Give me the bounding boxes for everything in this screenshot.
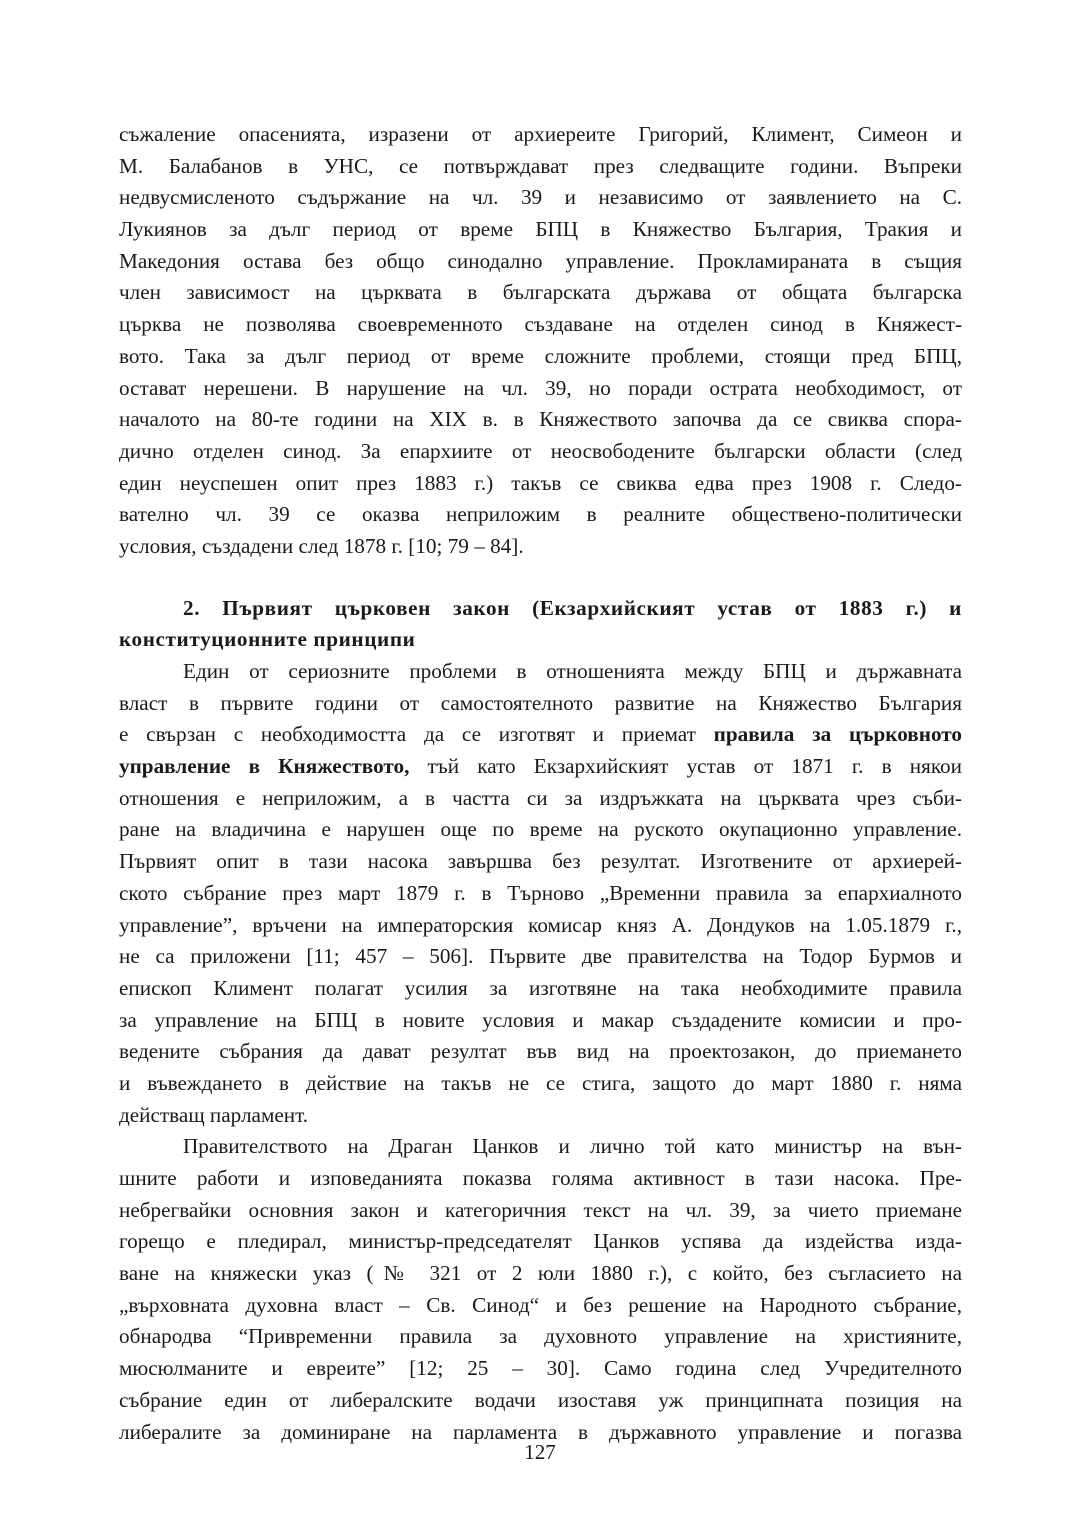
text-line: Първият опит в тази насока завършва без резултат. Изготвените от архиерей- — [119, 849, 962, 874]
text-line: началото на 80-те години на XIX в. в Княжеството започва да се свиква спора- — [119, 407, 962, 432]
paragraph-3 — [119, 1131, 962, 1448]
text-line: Правителството на Драган Цанков и лично той като министър на вън- — [183, 1134, 962, 1159]
text-line: Македония остава без общо синодално управление. Прокламираната в същия — [119, 248, 962, 273]
text-line: обнародва “Привременни правила за духовното управление на християните, — [119, 1324, 962, 1349]
section-heading — [119, 593, 962, 656]
text-line: ското събрание през март 1879 г. в Търново „Временни правила за епархиалното — [119, 880, 962, 905]
text-line: ведените събрания да дават резултат във вид на проектозакон, до приемането — [119, 1039, 962, 1064]
text-line: за управление на БПЦ в новите условия и макар създадените комисии и про- — [119, 1007, 962, 1032]
text-line: ване на княжески указ (№ 321 от 2 юли 1880 г.), с който, без съгласието на — [119, 1261, 962, 1286]
text-line: горещо е пледирал, министър-председателят Цанков успява да издейства изда- — [119, 1229, 962, 1254]
bold-phrase: управление в Княжеството, — [119, 754, 410, 779]
text-line: недвусмисленото съдържание на чл. 39 и независимо от заявлението на С. — [119, 185, 962, 210]
text-line — [119, 751, 962, 783]
text-line: вото. Така за дълг период от време сложните проблеми, стоящи пред БПЦ, — [119, 343, 962, 368]
text-line: отношения е неприложим, а в частта си за издръжката на църквата чрез съби- — [119, 785, 962, 810]
text-segment: е свързан с необходимостта да се изготвят и приемат — [119, 722, 714, 747]
text-line: действащ парламент. — [119, 1102, 309, 1127]
text-line: член зависимост на църквата в българската държава от общата българска — [119, 280, 962, 305]
text-line: събрание един от либералските водачи изоставя уж принципната позиция на — [119, 1387, 962, 1412]
text-line: и въвеждането в действие на такъв не се стига, защото до март 1880 г. няма — [119, 1070, 962, 1095]
text-segment: тъй като Екзархийският устав от 1871 г. в някои — [409, 754, 962, 779]
text-line: дично отделен синод. За епархиите от неосвободените български области (след — [119, 438, 962, 463]
text-line: ране на владичина е нарушен още по време на руското окупационно управление. — [119, 817, 962, 842]
bold-phrase: правила за църковното — [713, 722, 962, 747]
body-text — [119, 119, 962, 1448]
heading-line: 2. Първият църковен закон (Екзархийският устав от 1883 г.) и — [183, 595, 962, 620]
paragraph-2 — [119, 656, 962, 1131]
text-line: власт в първите години от самостоятелното развитие на Княжество България — [119, 690, 962, 715]
text-line: шните работи и изповеданията показва голяма активност в тази насока. Пре- — [119, 1166, 962, 1190]
text-line: мюсюлманите и евреите” [12; 25 – 30]. Само година след Учредителното — [119, 1356, 962, 1381]
text-line: Един от сериозните проблеми в отношенията между БПЦ и държавната — [183, 659, 962, 683]
text-line: съжаление опасенията, изразени от архиереите Григорий, Климент, Симеон и — [119, 122, 962, 146]
text-line: Лукиянов за дълг период от време БПЦ в Княжество България, Тракия и — [119, 217, 962, 242]
text-line: небрегвайки основния закон и категоричния текст на чл. 39, за чието приемане — [119, 1197, 962, 1222]
text-line: църква не позволява своевременното създаване на отделен синод в Княжест- — [119, 312, 962, 337]
text-line: вателно чл. 39 се оказва неприложим в реалните обществено-политически — [119, 502, 962, 527]
page-number: 127 — [524, 1440, 556, 1464]
text-line: либералите за доминиране на парламента в държавното управление и погазва — [119, 1419, 962, 1444]
text-line — [119, 719, 962, 751]
text-line: остават нерешени. В нарушение на чл. 39, но поради острата необходимост, от — [119, 375, 962, 400]
paragraph-1 — [119, 119, 962, 563]
text-line: един неуспешен опит през 1883 г.) такъв се свиква едва през 1908 г. Следо- — [119, 470, 962, 495]
text-line: управление”, връчени на императорския комисар княз А. Дондуков на 1.05.1879 г., — [119, 912, 962, 937]
text-line: не са приложени [11; 457 – 506]. Първите две правителства на Тодор Бурмов и — [119, 944, 962, 969]
text-line: епископ Климент полагат усилия за изготвяне на така необходимите правила — [119, 975, 962, 1000]
text-line: „върховната духовна власт – Св. Синод“ и без решение на Народното събрание, — [119, 1292, 962, 1317]
heading-line: конституционните принципи — [119, 627, 416, 652]
text-line: условия, създадени след 1878 г. [10; 79 – 84]. — [119, 533, 524, 558]
text-line: М. Балабанов в УНС, се потвърждават през следващите години. Въпреки — [119, 153, 962, 178]
